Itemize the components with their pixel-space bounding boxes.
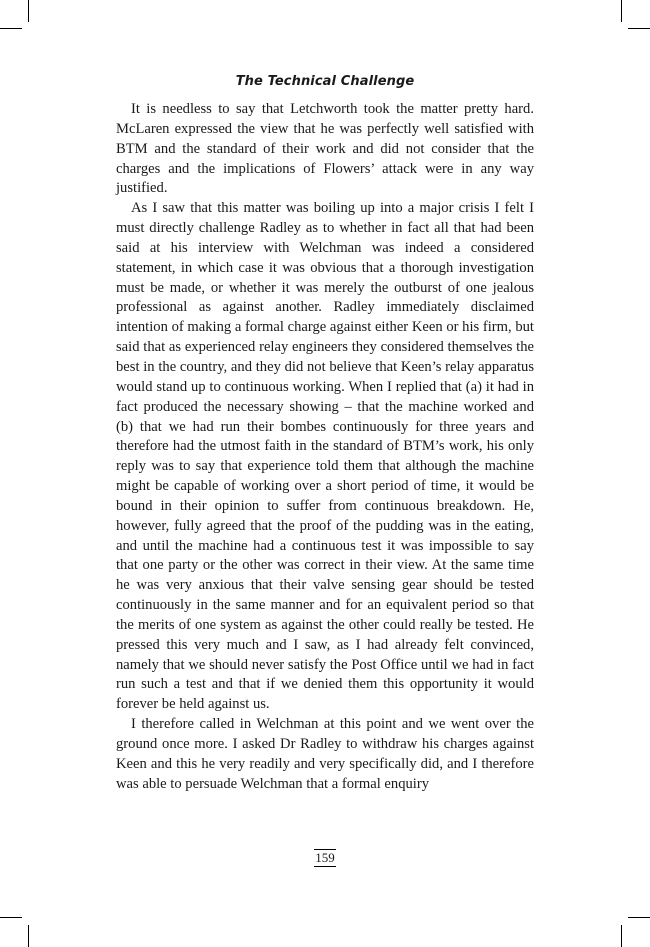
- paragraph: As I saw that this matter was boiling up into a major crisis I felt I must directly challenge Radley as to whether in fact all that had been said at his interview with Welchman was indeed a considered statement, in which case it was obvious that a thorough investigation must be made, or whether it was merely the outburst of one jealous professional as against another. Radley immediately disclaimed intention of making a formal charge against either Keen or his firm, but said that as experienced relay engineers they considered themselves the best in the country, and they did not believe that Keen’s relay apparatus would stand up to continuous working. When I replied that (a) it had in fact produced the necessary showing – that the machine worked and (b) that we had run their bombes continuously for three years and therefore had the utmost faith in the standard of BTM’s work, his only reply was to say that experience told them that although the machine might be capable of working over a short period of time, it would be bound in their opinion to suffer from continuous breakdown. He, however, fully agreed that the proof of the pudding was in the eating, and until the machine had a continuous test it was impossible to say that one party or the other was correct in their view. At the same time he was very anxious that their valve sensing gear should be tested continuously in the same manner and for an equivalent period so that the merits of one system as against the other could really be tested. He pressed this very much and I saw, as I had already felt convinced, namely that we should never satisfy the Post Office until we had in fact run such a test and that if we denied them this opportunity it would forever be held against us.: [116, 200, 534, 713]
- crop-mark-top-left-horizontal: [0, 28, 22, 29]
- crop-mark-top-left-vertical: [28, 0, 29, 22]
- paragraph: I therefore called in Welchman at this point and we went over the ground once more. I asked Dr Radley to withdraw his charges against Keen and this he very readily and very specifically did, and I therefore was able to persuade Welchman that a formal enquiry: [116, 716, 534, 792]
- crop-mark-bottom-right-horizontal: [628, 917, 650, 918]
- crop-mark-bottom-left-horizontal: [0, 917, 22, 918]
- page-number: 159: [315, 850, 335, 865]
- crop-mark-bottom-left-vertical: [28, 925, 29, 947]
- running-head: The Technical Challenge: [235, 74, 415, 89]
- crop-mark-bottom-right-vertical: [621, 925, 622, 947]
- page-number-container: [0, 849, 650, 867]
- paragraph: It is needless to say that Letchworth took the matter pretty hard. McLaren expressed the view that he was perfectly well satisfied with BTM and the standard of their work and did not consider that the charges and the implications of Flowers’ attack were in any way justified.: [116, 101, 534, 197]
- body-text: [116, 100, 534, 795]
- crop-mark-top-right-vertical: [621, 0, 622, 22]
- crop-mark-top-right-horizontal: [628, 28, 650, 29]
